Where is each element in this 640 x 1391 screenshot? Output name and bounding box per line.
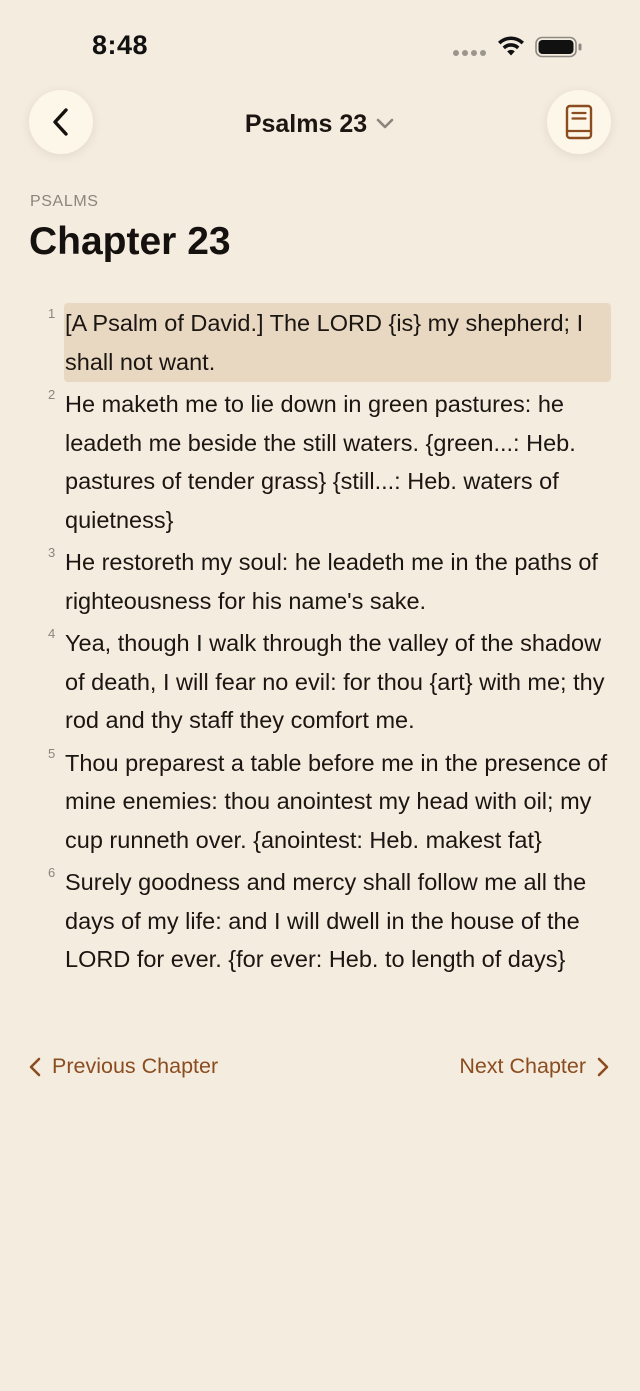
chapter-selector[interactable] (200, 104, 440, 144)
book-label: PSALMS (30, 193, 99, 210)
verse[interactable] (48, 862, 611, 980)
verse-text: Thou preparest a table before me in the presence of mine enemies: thou anointest my head with oil; my cup runneth over. {anointest: Heb. makest fat} (65, 749, 608, 853)
wifi-icon (497, 34, 525, 58)
verse-number: 4 (48, 626, 56, 641)
previous-chapter-button[interactable] (28, 1054, 218, 1079)
chapter-title: Chapter 23 (29, 220, 231, 263)
status-time: 8:48 (92, 30, 149, 60)
cellular-signal-icon (453, 50, 487, 56)
book-icon (564, 104, 594, 140)
status-bar (0, 0, 640, 90)
verse-number: 2 (48, 387, 56, 402)
battery-icon (535, 36, 583, 58)
chevron-right-icon (596, 1056, 610, 1078)
verse[interactable] (48, 623, 611, 741)
verse-list (0, 303, 640, 982)
chevron-left-icon (28, 1056, 42, 1078)
chevron-left-icon (50, 107, 72, 137)
verse[interactable] (48, 303, 611, 382)
verse-number: 6 (48, 865, 56, 880)
verse-text: He restoreth my soul: he leadeth me in the paths of righteousness for his name's sake. (65, 549, 598, 614)
next-chapter-label: Next Chapter (459, 1054, 586, 1078)
library-button[interactable] (547, 90, 611, 154)
verse-text: Surely goodness and mercy shall follow me all the days of my life: and I will dwell in the house of the LORD for ever. {for ever: Heb. to length of days} (65, 869, 587, 972)
back-button[interactable] (29, 90, 93, 154)
verse-text: Yea, though I walk through the valley of the shadow of death, I will fear no evil: for thou {art} with me; thy rod and thy staff they comfort me. (65, 630, 605, 733)
chapter-selector-label: Psalms 23 (244, 109, 368, 138)
verse[interactable] (48, 384, 611, 540)
chevron-down-icon (375, 117, 395, 131)
previous-chapter-label: Previous Chapter (52, 1054, 219, 1078)
verse-number: 3 (48, 545, 56, 560)
next-chapter-button[interactable] (459, 1054, 610, 1079)
verse-number: 1 (48, 306, 56, 321)
verse-text: He maketh me to lie down in green pastures: he leadeth me beside the still waters. {green...: Heb. pastures of tender grass} {still...: Heb. waters of quietness} (65, 391, 576, 533)
verse[interactable] (48, 743, 611, 861)
verse-number: 5 (48, 745, 56, 761)
verse-text: [A Psalm of David.] The LORD {is} my shepherd; I shall not want. (64, 303, 611, 382)
chapter-navigation (0, 1050, 640, 1090)
verse[interactable] (48, 542, 611, 621)
navigation-header (0, 90, 640, 156)
